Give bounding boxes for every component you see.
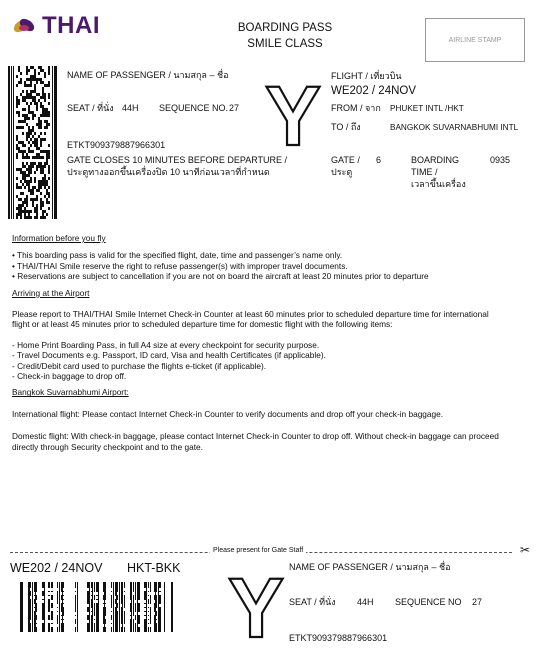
to-value: BANGKOK SUVARNABHUMI INTL [390, 123, 519, 132]
airline-stamp-label: AIRLINE STAMP [448, 36, 502, 44]
linear-barcode [10, 582, 182, 632]
passenger-name-label: NAME OF PASSENGER / นามสกุล – ชื่อ [67, 70, 229, 80]
info-bullet-3: • Reservations are subject to cancellation if you are not on board the aircraft at least 20 minutes prior to departure [12, 271, 429, 282]
stub-seat-label: SEAT / ที่นั่ง [289, 597, 336, 607]
thai-orchid-icon [12, 13, 38, 39]
boarding-label-1: BOARDING [411, 155, 460, 165]
info-bullet-2: • THAI/THAI Smile reserve the right to refuse passenger(s) with improper travel documents. [12, 260, 348, 271]
airline-stamp-box [425, 18, 525, 62]
class-letter: Y [265, 69, 322, 163]
boarding-label-3: เวลาขึ้นเครื่อง [411, 179, 466, 189]
arriving-paragraph-1: Please report to THAI/THAI Smile Internet Check-in Counter at least 60 minutes prior to scheduled departure time for international [12, 309, 489, 320]
cut-line-label: Please present for Gate Staff [210, 547, 306, 554]
gate-close-notice-en: GATE CLOSES 10 MINUTES BEFORE DEPARTURE / [67, 155, 288, 165]
information-section [12, 233, 532, 452]
stub-name-label: NAME OF PASSENGER / นามสกุล – ชื่อ [289, 562, 451, 572]
stub-ticket-number: ETKT909379887966301 [289, 633, 388, 643]
from-value: PHUKET INTL /HKT [390, 104, 464, 113]
title-line-1: BOARDING PASS [237, 22, 333, 34]
thai-logo [12, 12, 100, 40]
bkk-heading: Bangkok Suvarnabhumi Airport: [12, 387, 129, 398]
arriving-list-item: - Home Print Boarding Pass, in full A4 size at every checkpoint for security purpose. [12, 339, 320, 350]
stub-seat-value: 44H [357, 597, 374, 607]
arriving-list-item: - Check-in baggage to drop off. [12, 371, 127, 382]
ticket-number: ETKT909379887966301 [67, 140, 166, 150]
bkk-domestic-1: Domestic flight: With check-in baggage, please contact Internet Check-in Counter to drop off. Without check-in baggage can proceed [12, 431, 499, 442]
gate-label-th: ประตู [331, 167, 353, 177]
gate-close-notice-th: ประตูทางออกขึ้นเครื่องปิด 10 นาทีก่อนเวลาที่กำหนด [67, 167, 270, 177]
sequence-value: 27 [229, 103, 240, 113]
stub-sequence-value: 27 [472, 597, 483, 607]
boarding-time-value: 0935 [490, 155, 511, 165]
arriving-list-item: - Travel Documents e.g. Passport, ID card, Visa and health Certificates (if applicable). [12, 350, 326, 361]
from-label: FROM / จาก [331, 103, 381, 113]
stub-route: HKT-BKK [127, 561, 181, 575]
bkk-domestic-2: directly through Security checkpoint and to the gate. [12, 441, 203, 452]
scissors-icon: ✂ [519, 543, 530, 557]
info-heading: Information before you fly [12, 233, 106, 243]
sequence-label: SEQUENCE NO. [159, 103, 229, 113]
bkk-international: International flight: Please contact Internet Check-in Counter to verify documents and drop off your check-in baggage. [12, 408, 444, 419]
pdf417-barcode [8, 66, 57, 219]
flight-label: FLIGHT / เที่ยวบิน [331, 71, 402, 81]
brand-name: THAI [42, 12, 100, 39]
stub-sequence-label: SEQUENCE NO [395, 597, 462, 607]
gate-value: 6 [376, 155, 382, 165]
stub-class-letter: Y [228, 561, 285, 655]
cut-line [10, 543, 530, 557]
seat-value: 44H [122, 103, 139, 113]
stub-flight: WE202 / 24NOV [10, 561, 103, 575]
page-title [200, 20, 370, 52]
arriving-paragraph-2: flight or at least 45 minutes prior to scheduled departure time for domestic flight with the following items: [12, 319, 393, 330]
info-bullet-1: • This boarding pass is valid for the specified flight, date, time and passenger’s name only. [12, 250, 343, 261]
boarding-label-2: TIME / [411, 167, 438, 177]
arriving-list-item: - Credit/Debit card used to purchase the flights e-ticket (if applicable). [12, 360, 267, 371]
to-label: TO / ถึง [331, 122, 361, 132]
arriving-heading: Arriving at the Airport [12, 287, 90, 298]
seat-label: SEAT / ที่นั่ง [67, 103, 114, 113]
flight-value: WE202 / 24NOV [331, 85, 417, 97]
gate-label-en: GATE / [331, 155, 360, 165]
title-line-2: SMILE CLASS [247, 38, 323, 50]
